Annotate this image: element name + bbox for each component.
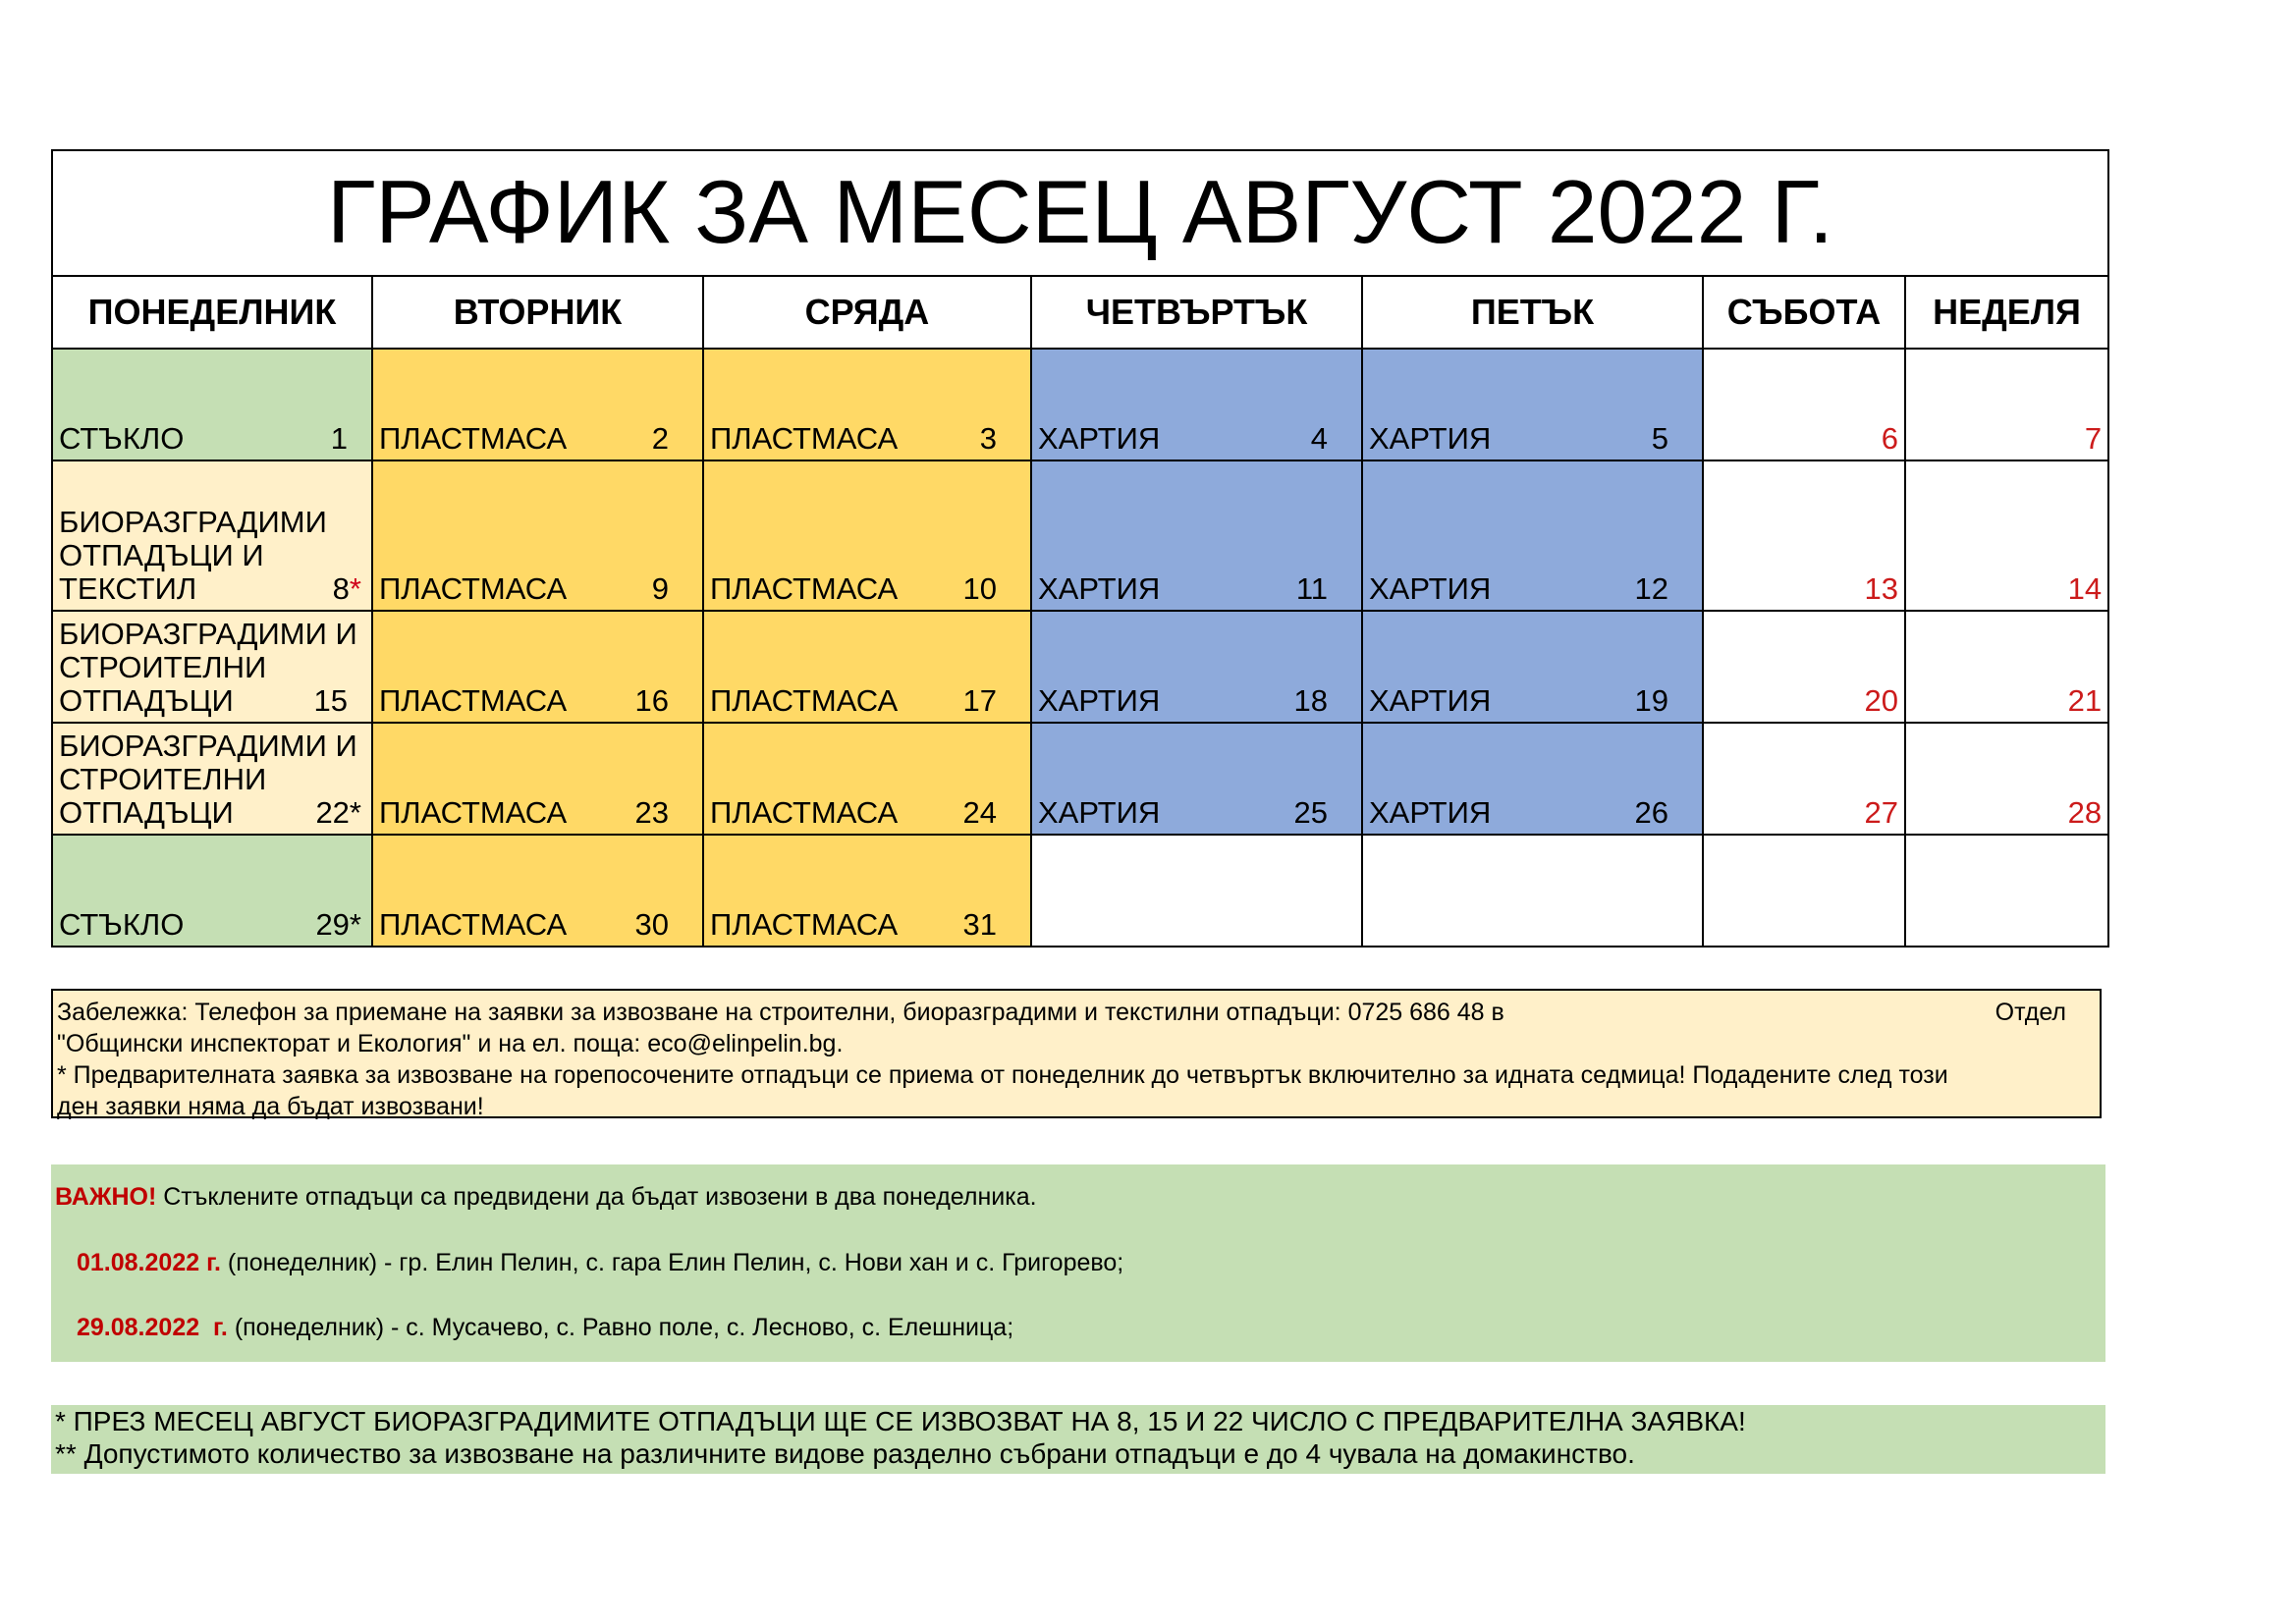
calendar-week-row xyxy=(52,835,2108,947)
day-number-value: 9 xyxy=(651,571,669,606)
waste-type-label: СТЪКЛО xyxy=(59,907,185,942)
day-number xyxy=(980,422,997,456)
day-number xyxy=(314,684,348,718)
calendar-week-row xyxy=(52,460,2108,611)
important-line xyxy=(77,1314,1013,1342)
calendar-cell-thursday xyxy=(1031,460,1362,611)
important-line xyxy=(77,1249,1123,1277)
day-number-value: 30 xyxy=(634,907,669,942)
calendar-cell-tuesday xyxy=(372,349,703,460)
calendar-week-row xyxy=(52,723,2108,835)
calendar-cell-thursday xyxy=(1031,611,1362,723)
waste-type-label: ХАРТИЯ xyxy=(1038,571,1161,606)
day-header-wednesday: СРЯДА xyxy=(703,276,1031,349)
calendar-cell-thursday xyxy=(1031,723,1362,835)
day-number xyxy=(652,572,669,606)
day-number xyxy=(963,572,997,606)
day-number xyxy=(1635,684,1668,718)
waste-type-label: ПЛАСТМАСА xyxy=(710,683,899,718)
day-number xyxy=(963,684,997,718)
day-number-value: 26 xyxy=(1634,795,1668,830)
day-number-value: 12 xyxy=(1634,571,1668,606)
calendar-cell-friday xyxy=(1362,723,1703,835)
day-number-value: 18 xyxy=(1293,683,1328,718)
day-number-value: 2 xyxy=(651,421,669,456)
day-number-value: 14 xyxy=(2067,571,2103,606)
day-number-value: 5 xyxy=(1651,421,1668,456)
day-number-value: 11 xyxy=(1295,571,1328,606)
waste-type-label: ПЛАСТМАСА xyxy=(710,571,899,606)
day-number xyxy=(1635,796,1668,830)
calendar-cell-monday xyxy=(52,723,372,835)
schedule-table xyxy=(51,149,2109,947)
calendar-cell-monday xyxy=(52,349,372,460)
waste-type-label: БИОРАЗГРАДИМИ И СТРОИТЕЛНИ ОТПАДЪЦИ xyxy=(59,729,357,830)
day-number xyxy=(2085,422,2102,456)
day-number-value: 21 xyxy=(2067,683,2103,718)
calendar-cell-wednesday xyxy=(703,835,1031,947)
asterisk-mark: * xyxy=(349,907,361,942)
important-box xyxy=(51,1164,2105,1362)
day-number-value: 22 xyxy=(315,795,350,830)
day-number-value: 13 xyxy=(1864,571,1898,606)
asterisk-mark: * xyxy=(349,571,361,606)
day-number xyxy=(963,908,997,942)
calendar-cell-tuesday xyxy=(372,611,703,723)
calendar-week-row xyxy=(52,611,2108,723)
waste-type-label: ПЛАСТМАСА xyxy=(710,421,899,456)
calendar-cell-saturday xyxy=(1703,611,1905,723)
day-number xyxy=(1865,572,1898,606)
note-line: "Общински инспекторат и Екология" и на ел. поща: eco@elinpelin.bg. xyxy=(57,1030,844,1057)
waste-type-label: ХАРТИЯ xyxy=(1369,795,1492,830)
glass-date-2: 29.08.2022 г. xyxy=(77,1314,228,1341)
note-line: Забележка: Телефон за приемане на заявки за извозване на строителни, биоразградими и текстилни отпадъци: 0725 686 48 в xyxy=(57,999,1504,1026)
calendar-cell-friday xyxy=(1362,611,1703,723)
day-number xyxy=(333,572,361,606)
calendar-cell-wednesday xyxy=(703,460,1031,611)
day-number-value: 25 xyxy=(1293,795,1328,830)
waste-type-label: ХАРТИЯ xyxy=(1038,683,1161,718)
day-number xyxy=(635,684,669,718)
note-department: Отдел xyxy=(1995,999,2066,1026)
calendar-cell-friday xyxy=(1362,349,1703,460)
day-number xyxy=(315,908,361,942)
glass-date-1: 01.08.2022 г. xyxy=(77,1249,221,1276)
waste-type-label: ПЛАСТМАСА xyxy=(379,795,568,830)
day-header-saturday: СЪБОТА xyxy=(1703,276,1905,349)
day-number-value: 17 xyxy=(962,683,997,718)
waste-type-label: ХАРТИЯ xyxy=(1369,683,1492,718)
calendar-cell-wednesday xyxy=(703,349,1031,460)
day-number xyxy=(1652,422,1668,456)
calendar-cell-wednesday xyxy=(703,723,1031,835)
note-line: ден заявки няма да бъдат извозвани! xyxy=(57,1093,484,1120)
calendar-cell-sunday xyxy=(1905,835,2108,947)
calendar-cell-sunday xyxy=(1905,611,2108,723)
day-header-row xyxy=(52,276,2108,349)
waste-type-label: ПЛАСТМАСА xyxy=(379,907,568,942)
day-number xyxy=(635,796,669,830)
calendar-cell-sunday xyxy=(1905,349,2108,460)
glass-villages-1: (понеделник) - гр. Елин Пелин, с. гара Елин Пелин, с. Нови хан и с. Григорево; xyxy=(220,1249,1124,1276)
day-number xyxy=(1311,422,1328,456)
day-number-value: 6 xyxy=(1881,421,1898,456)
footer-box xyxy=(51,1405,2105,1474)
day-number-value: 28 xyxy=(2067,795,2103,830)
calendar-cell-thursday xyxy=(1031,835,1362,947)
day-number-value: 20 xyxy=(1864,683,1898,718)
day-number xyxy=(2068,796,2102,830)
day-number-value: 23 xyxy=(634,795,669,830)
calendar-cell-monday xyxy=(52,835,372,947)
day-number xyxy=(1296,572,1328,606)
waste-type-label: ПЛАСТМАСА xyxy=(710,795,899,830)
waste-type-label: ХАРТИЯ xyxy=(1369,571,1492,606)
calendar-cell-saturday xyxy=(1703,835,1905,947)
waste-type-label: ПЛАСТМАСА xyxy=(379,571,568,606)
calendar-cell-monday xyxy=(52,460,372,611)
calendar-cell-sunday xyxy=(1905,460,2108,611)
asterisk-mark: * xyxy=(349,795,361,830)
day-number-value: 29 xyxy=(315,907,350,942)
day-number-value: 27 xyxy=(1864,795,1898,830)
day-number xyxy=(2068,684,2102,718)
important-label: ВАЖНО! xyxy=(55,1183,157,1211)
day-number xyxy=(1865,684,1898,718)
day-number xyxy=(963,796,997,830)
waste-type-label: ХАРТИЯ xyxy=(1369,421,1492,456)
waste-type-label: ПЛАСТМАСА xyxy=(379,683,568,718)
day-number-value: 10 xyxy=(962,571,997,606)
day-number-value: 19 xyxy=(1634,683,1668,718)
day-number-value: 1 xyxy=(330,421,348,456)
day-header-sunday: НЕДЕЛЯ xyxy=(1905,276,2108,349)
day-number xyxy=(315,796,361,830)
waste-type-label: ХАРТИЯ xyxy=(1038,421,1161,456)
note-box xyxy=(51,989,2102,1118)
glass-villages-2: (понеделник) - с. Мусачево, с. Равно поле, с. Лесново, с. Елешница; xyxy=(227,1314,1014,1341)
day-number-value: 7 xyxy=(2084,421,2103,456)
waste-type-label: ПЛАСТМАСА xyxy=(379,421,568,456)
calendar-cell-tuesday xyxy=(372,460,703,611)
calendar-cell-friday xyxy=(1362,835,1703,947)
day-number-value: 24 xyxy=(962,795,997,830)
waste-type-label: ХАРТИЯ xyxy=(1038,795,1161,830)
waste-type-label: СТЪКЛО xyxy=(59,421,185,456)
calendar-cell-friday xyxy=(1362,460,1703,611)
calendar-cell-tuesday xyxy=(372,835,703,947)
day-number xyxy=(331,422,348,456)
day-number xyxy=(1865,796,1898,830)
day-number-value: 3 xyxy=(979,421,997,456)
day-number xyxy=(635,908,669,942)
calendar-cell-tuesday xyxy=(372,723,703,835)
calendar-cell-wednesday xyxy=(703,611,1031,723)
calendar-cell-saturday xyxy=(1703,349,1905,460)
day-header-friday: ПЕТЪК xyxy=(1362,276,1703,349)
day-number xyxy=(2068,572,2102,606)
day-header-tuesday: ВТОРНИК xyxy=(372,276,703,349)
calendar-cell-monday xyxy=(52,611,372,723)
footer-line: ** Допустимото количество за извозване на различните видове разделно събрани отпадъци е до 4 чувала на домакинство. xyxy=(55,1438,1635,1469)
page-title: ГРАФИК ЗА МЕСЕЦ АВГУСТ 2022 Г. xyxy=(52,150,2108,276)
day-number xyxy=(1294,684,1328,718)
footer-line: * ПРЕЗ МЕСЕЦ АВГУСТ БИОРАЗГРАДИМИТЕ ОТПАДЪЦИ ЩЕ СЕ ИЗВОЗВАТ НА 8, 15 И 22 ЧИСЛО С ПРЕДВАРИТЕЛНА ЗАЯВКА! xyxy=(55,1406,1746,1436)
day-header-monday: ПОНЕДЕЛНИК xyxy=(52,276,372,349)
day-number-value: 31 xyxy=(962,907,997,942)
day-number-value: 4 xyxy=(1310,421,1328,456)
day-number-value: 8 xyxy=(332,571,350,606)
waste-type-label: ПЛАСТМАСА xyxy=(710,907,899,942)
note-line: * Предварителната заявка за извозване на горепосочените отпадъци се приема от понеделник до четвъртък включително за идната седмица! Подадените след този xyxy=(57,1061,1948,1089)
calendar-cell-thursday xyxy=(1031,349,1362,460)
day-number xyxy=(1635,572,1668,606)
waste-type-label: БИОРАЗГРАДИМИ И СТРОИТЕЛНИ ОТПАДЪЦИ xyxy=(59,617,357,718)
calendar-cell-saturday xyxy=(1703,460,1905,611)
day-number-value: 16 xyxy=(634,683,669,718)
day-number-value: 15 xyxy=(313,683,348,718)
important-text: Стъклените отпадъци са предвидени да бъдат извозени в два понеделника. xyxy=(156,1183,1037,1211)
waste-type-label: БИОРАЗГРАДИМИ ОТПАДЪЦИ И ТЕКСТИЛ xyxy=(59,505,327,606)
calendar-week-row xyxy=(52,349,2108,460)
calendar-cell-sunday xyxy=(1905,723,2108,835)
day-header-thursday: ЧЕТВЪРТЪК xyxy=(1031,276,1362,349)
day-number xyxy=(1294,796,1328,830)
day-number xyxy=(652,422,669,456)
day-number xyxy=(1882,422,1898,456)
important-line xyxy=(55,1183,1037,1212)
calendar-cell-saturday xyxy=(1703,723,1905,835)
